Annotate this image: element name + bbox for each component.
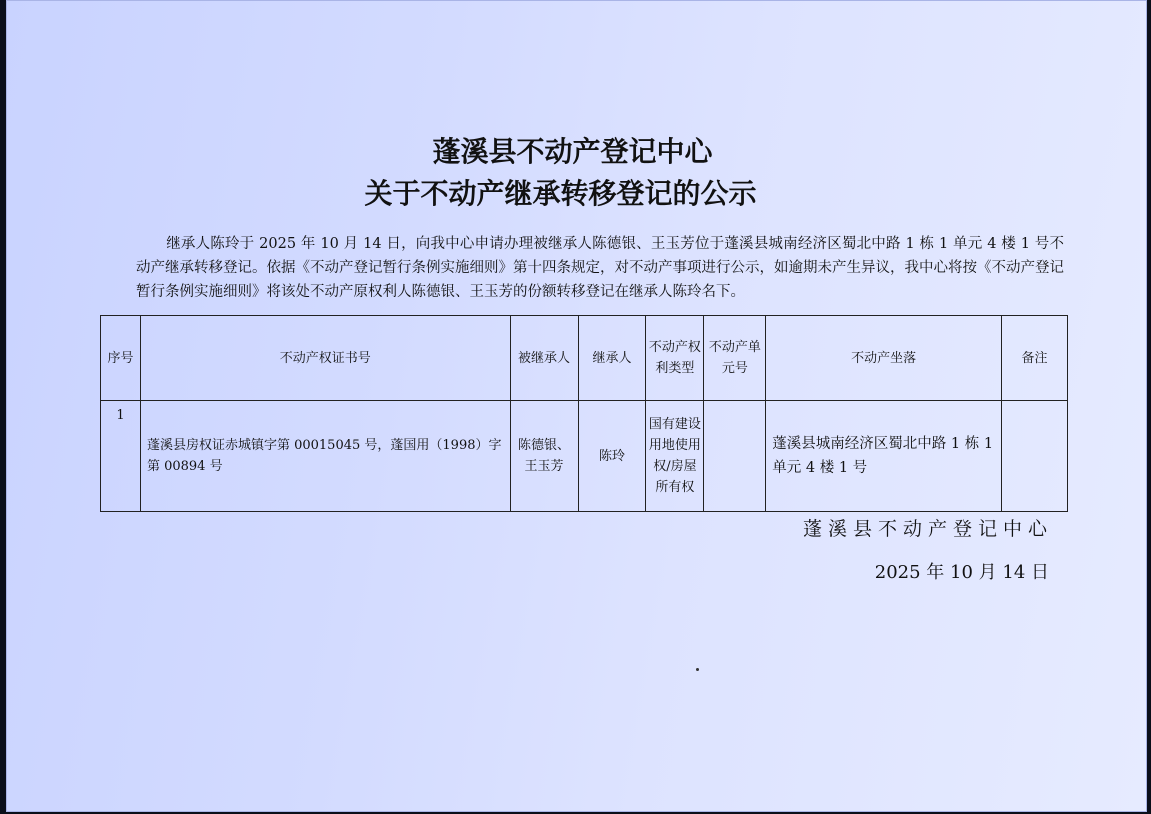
cell-decedent: 陈德银、王玉芳 — [510, 401, 578, 512]
header-remarks: 备注 — [1002, 316, 1068, 401]
header-location: 不动产坐落 — [766, 316, 1002, 401]
issuer-signature: 蓬溪县不动产登记中心 — [802, 518, 1053, 540]
cell-heir: 陈玲 — [578, 401, 646, 512]
property-table — [100, 315, 1068, 512]
title-issuer: 蓬溪县不动产登记中心 — [432, 135, 713, 168]
header-heir: 继承人 — [578, 316, 646, 401]
cell-unit-no — [704, 401, 766, 512]
cell-index: 1 — [101, 401, 141, 512]
header-unit-no: 不动产单元号 — [704, 316, 766, 401]
header-index: 序号 — [101, 316, 141, 401]
issue-date: 2025 年 10 月 14 日 — [874, 562, 1049, 583]
table-header-row — [101, 316, 1068, 401]
cell-remarks — [1002, 401, 1068, 512]
table-row — [101, 401, 1068, 512]
cell-location: 蓬溪县城南经济区蜀北中路 1 栋 1 单元 4 楼 1 号 — [766, 401, 1002, 512]
announcement-body — [136, 232, 1064, 304]
cell-right-type: 国有建设用地使用权/房屋所有权 — [646, 401, 704, 512]
announcement-text: 继承人陈玲于 2025 年 10 月 14 日，向我中心申请办理被继承人陈德银、王玉芳位于蓬溪县城南经济区蜀北中路 1 栋 1 单元 4 楼 1 号不动产继承转移登记。依据《不动产登记暂行条例实施细则》第十四条规定，对不动产事项进行公示，如逾期未产生异议，我中心将按《不动产登记暂行条例实施细则》将该处不动产原权利人陈德银、王玉芳的份额转移登记在继承人陈玲名下。 — [136, 236, 1064, 300]
paper-speck — [696, 668, 699, 671]
title-subject: 关于不动产继承转移登记的公示 — [364, 177, 757, 210]
header-cert-no: 不动产权证书号 — [140, 316, 510, 401]
header-decedent: 被继承人 — [510, 316, 578, 401]
header-right-type: 不动产权利类型 — [646, 316, 704, 401]
cell-cert-no: 蓬溪县房权证赤城镇字第 00015045 号，蓬国用（1998）字第 00894 号 — [140, 401, 510, 512]
document-page — [6, 0, 1147, 812]
